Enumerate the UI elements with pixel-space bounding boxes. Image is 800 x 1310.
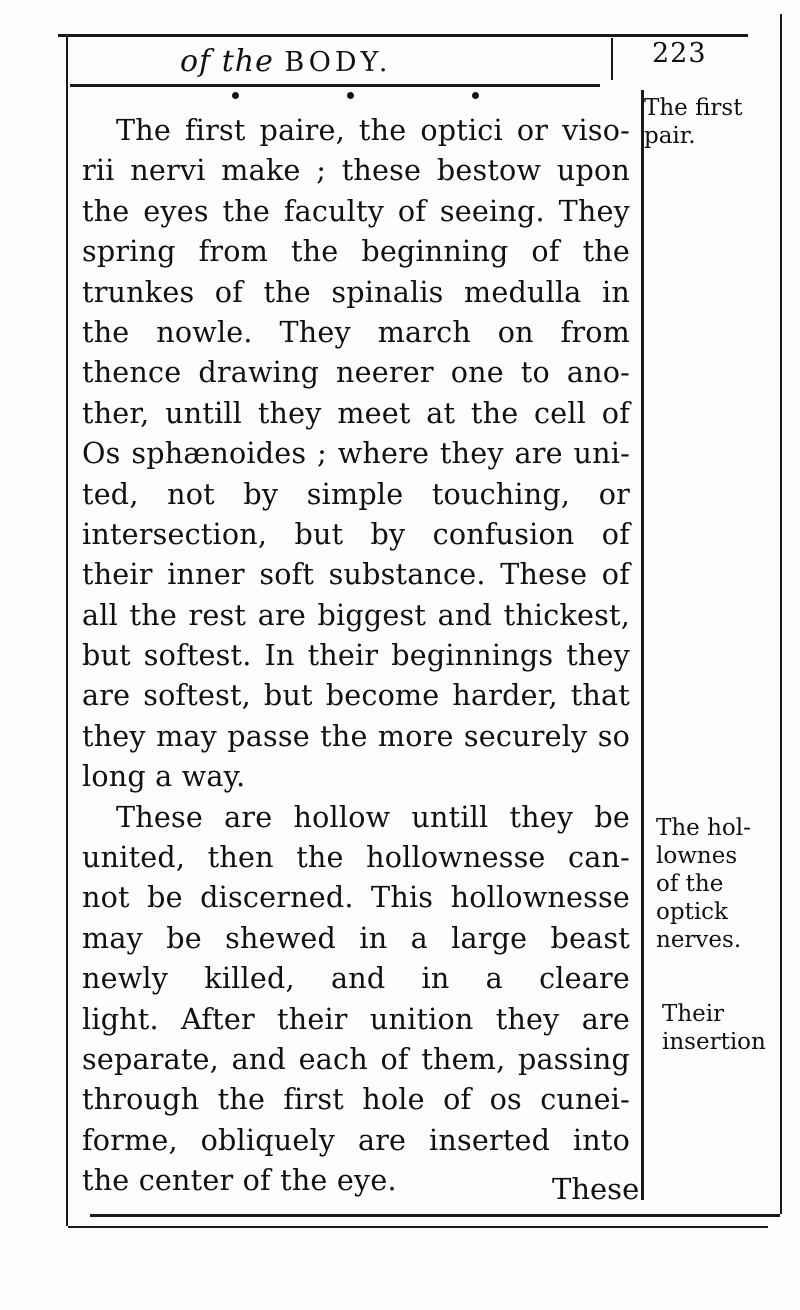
text-line: These are hollow untill they be bbox=[116, 799, 630, 834]
text-line: they may passe the more securely so bbox=[82, 718, 630, 753]
margin-note-line: The first bbox=[644, 95, 743, 121]
text-line: Os sphænoides ; where they are uni- bbox=[82, 436, 630, 471]
text-line: the center of the eye. bbox=[82, 1163, 397, 1198]
running-head-prefix: of the bbox=[180, 44, 274, 79]
text-line: The first paire, the optici or viso- bbox=[116, 113, 630, 147]
text-line: trunkes of the spinalis medulla in bbox=[82, 274, 630, 309]
top-rule bbox=[58, 34, 748, 37]
margin-note-line: lownes bbox=[656, 843, 738, 869]
running-head-caps: BODY. bbox=[284, 47, 392, 78]
text-line: forme, obliquely are inserted into bbox=[82, 1122, 630, 1157]
text-line: rii nervi make ; these bestow upon bbox=[82, 153, 630, 188]
text-line: not be discerned. This hollownesse bbox=[82, 880, 630, 915]
text-line: long a way. bbox=[82, 759, 246, 794]
margin-divider-rule bbox=[641, 90, 644, 1200]
page-number: 223 bbox=[652, 38, 707, 69]
header-divider-rule bbox=[611, 38, 613, 80]
header-ornament-dot bbox=[232, 92, 239, 99]
text-line: through the first hole of os cunei- bbox=[82, 1082, 630, 1117]
margin-note-line: insertion bbox=[662, 1029, 766, 1055]
text-line: all the rest are biggest and thickest, bbox=[82, 597, 630, 632]
text-line: but softest. In their beginnings they bbox=[82, 638, 630, 673]
bottom-rule bbox=[90, 1214, 780, 1217]
margin-note-hollowness bbox=[656, 814, 751, 954]
margin-note-first-pair bbox=[644, 94, 742, 150]
text-line: united, then the hollownesse can- bbox=[82, 840, 630, 875]
text-line: ther, untill they meet at the cell of bbox=[82, 395, 630, 430]
bottom-rule-lower bbox=[68, 1226, 768, 1228]
body-text bbox=[82, 110, 630, 1201]
margin-note-line: nerves. bbox=[656, 927, 742, 953]
catchword: These bbox=[552, 1172, 640, 1206]
text-line: separate, and each of them, passing bbox=[82, 1041, 630, 1076]
margin-note-line: Their bbox=[662, 1001, 725, 1027]
text-line: intersection, but by confusion of bbox=[82, 516, 630, 551]
text-line: the nowle. They march on from bbox=[82, 314, 630, 349]
running-head bbox=[180, 44, 480, 79]
margin-note-insertion bbox=[662, 1000, 766, 1056]
margin-note-line: optick bbox=[656, 899, 728, 925]
margin-note-line: The hol- bbox=[656, 815, 751, 841]
text-line: light. After their unition they are bbox=[82, 1001, 630, 1036]
text-line: their inner soft substance. These of bbox=[82, 557, 630, 592]
text-line: may be shewed in a large beast bbox=[82, 920, 630, 955]
text-line: spring from the beginning of the bbox=[82, 234, 630, 269]
text-line: the eyes the faculty of seeing. They bbox=[82, 193, 630, 228]
left-frame-rule bbox=[66, 36, 68, 1226]
text-line: thence drawing neerer one to ano- bbox=[82, 355, 630, 390]
text-line: newly killed, and in a cleare bbox=[82, 961, 630, 996]
margin-note-line: of the bbox=[656, 871, 724, 897]
header-underline-rule bbox=[70, 84, 600, 87]
text-line: are softest, but become harder, that bbox=[82, 678, 630, 713]
header-ornament-dot bbox=[347, 92, 354, 99]
text-line: ted, not by simple touching, or bbox=[82, 476, 630, 511]
header-ornament-dot bbox=[472, 92, 479, 99]
margin-note-line: pair. bbox=[644, 123, 696, 149]
right-frame-rule bbox=[780, 14, 782, 1214]
